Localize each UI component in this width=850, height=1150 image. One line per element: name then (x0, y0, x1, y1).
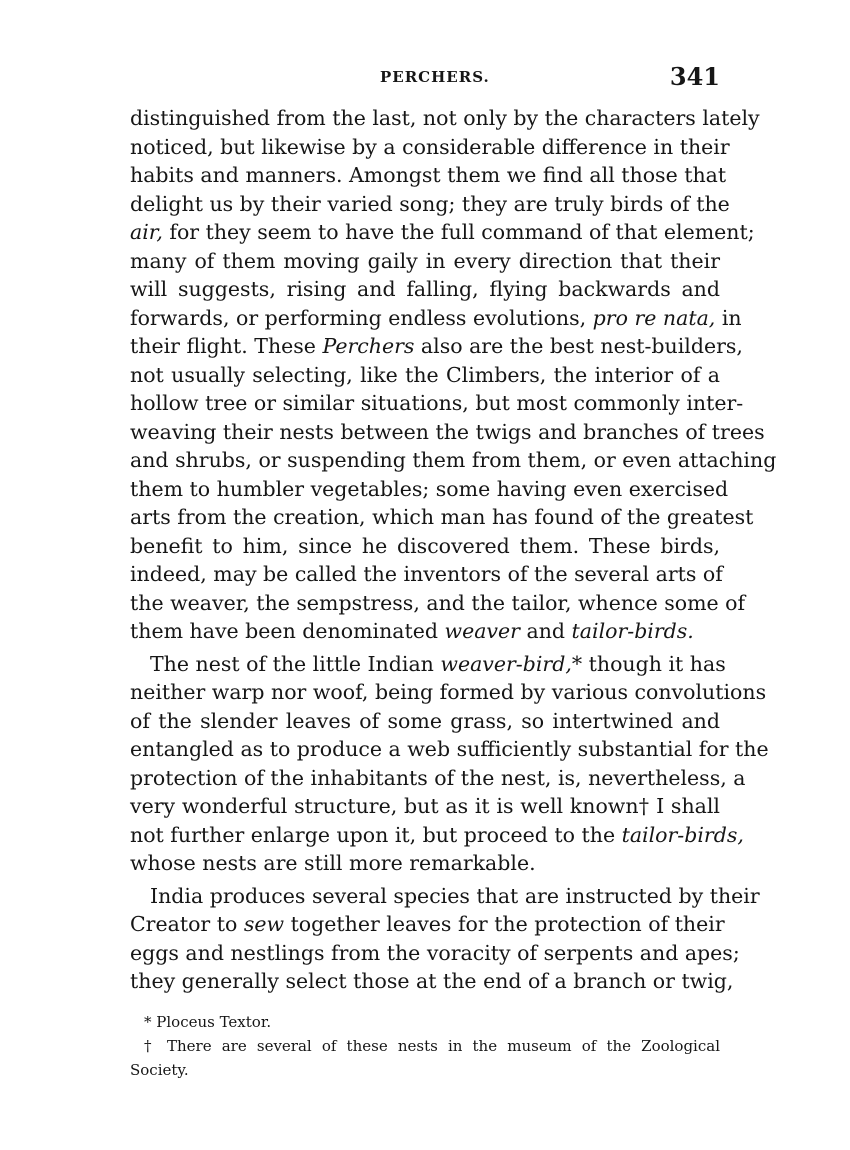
text-line: the weaver, the sempstress, and the tailor, whence some of (130, 590, 746, 615)
text-line: many of them moving gaily in every direction that their (130, 248, 720, 273)
text-line: noticed, but likewise by a considerable difference in their (130, 134, 730, 159)
italic-run: tailor-birds. (571, 619, 694, 643)
text-line: not further enlarge upon it, but proceed to the tailor-birds, (130, 822, 744, 847)
italic-run: Perchers (322, 334, 415, 358)
text-line: Creator to sew together leaves for the protection of their (130, 912, 725, 936)
text-line: air, for they seem to have the full command of that element; (130, 220, 755, 244)
text-line: them to humbler vegetables; some having even exercised (130, 476, 729, 501)
italic-run: pro re nata, (592, 305, 716, 330)
text-line: hollow tree or similar situations, but most commonly inter- (130, 391, 744, 415)
body-text (130, 104, 777, 996)
footnote-1: * Ploceus Textor. (144, 1013, 272, 1031)
italic-run: sew (243, 912, 285, 936)
text-line: entangled as to produce a web sufficiently substantial for the (130, 737, 769, 761)
footnotes (130, 1010, 720, 1082)
running-title: PERCHERS. (380, 68, 490, 86)
text-line: and shrubs, or suspending them from them, or even attaching (130, 448, 777, 472)
text-line: benefit to him, since he discovered them. These birds, (130, 533, 720, 558)
text-line: not usually selecting, like the Climbers, the interior of a (130, 362, 720, 387)
text-line: weaving their nests between the twigs and branches of trees (130, 419, 765, 444)
page-number: 341 (669, 62, 720, 91)
text-line: protection of the inhabitants of the nest, is, nevertheless, a (130, 765, 746, 790)
text-line: neither warp nor woof, being formed by various convolutions (130, 680, 767, 704)
paragraph-1 (130, 104, 777, 646)
text-line: very wonderful structure, but as it is well known† I shall (130, 794, 720, 818)
text-line: The nest of the little Indian weaver-bird,* though it has (150, 651, 726, 676)
text-line: India produces several species that are instructed by their (150, 883, 760, 908)
italic-run: weaver (444, 619, 520, 643)
text-line: them have been denominated weaver and tailor-birds. (130, 619, 694, 643)
footnote-2-line-2: Society. (130, 1061, 189, 1079)
paragraph-3 (130, 882, 760, 996)
text-line: indeed, may be called the inventors of the several arts of (130, 562, 723, 586)
text-line: of the slender leaves of some grass, so intertwined and (130, 708, 720, 733)
text-line: forwards, or performing endless evolutions, pro re nata, in (130, 305, 742, 330)
footnote-2-line-1: † There are several of these nests in the museum of the Zoological (144, 1037, 720, 1055)
text-line: arts from the creation, which man has found of the greatest (130, 505, 754, 529)
text-line: they generally select those at the end of a branch or twig, (130, 969, 734, 993)
italic-run: weaver-bird, (440, 651, 572, 676)
text-line: eggs and nestlings from the voracity of serpents and apes; (130, 940, 740, 965)
text-line: habits and manners. Amongst them we find all those that (130, 163, 727, 187)
running-head (130, 62, 720, 92)
text-line: their flight. These Perchers also are the best nest-builders, (130, 334, 743, 358)
text-line: delight us by their varied song; they are truly birds of the (130, 191, 730, 216)
italic-run: air, (130, 220, 163, 244)
paragraph-2 (130, 650, 769, 878)
italic-run: tailor-birds, (621, 822, 744, 847)
text-line: whose nests are still more remarkable. (130, 851, 536, 875)
text-line: distinguished from the last, not only by the characters lately (130, 106, 760, 130)
text-line: will suggests, rising and falling, flying backwards and (130, 277, 720, 301)
